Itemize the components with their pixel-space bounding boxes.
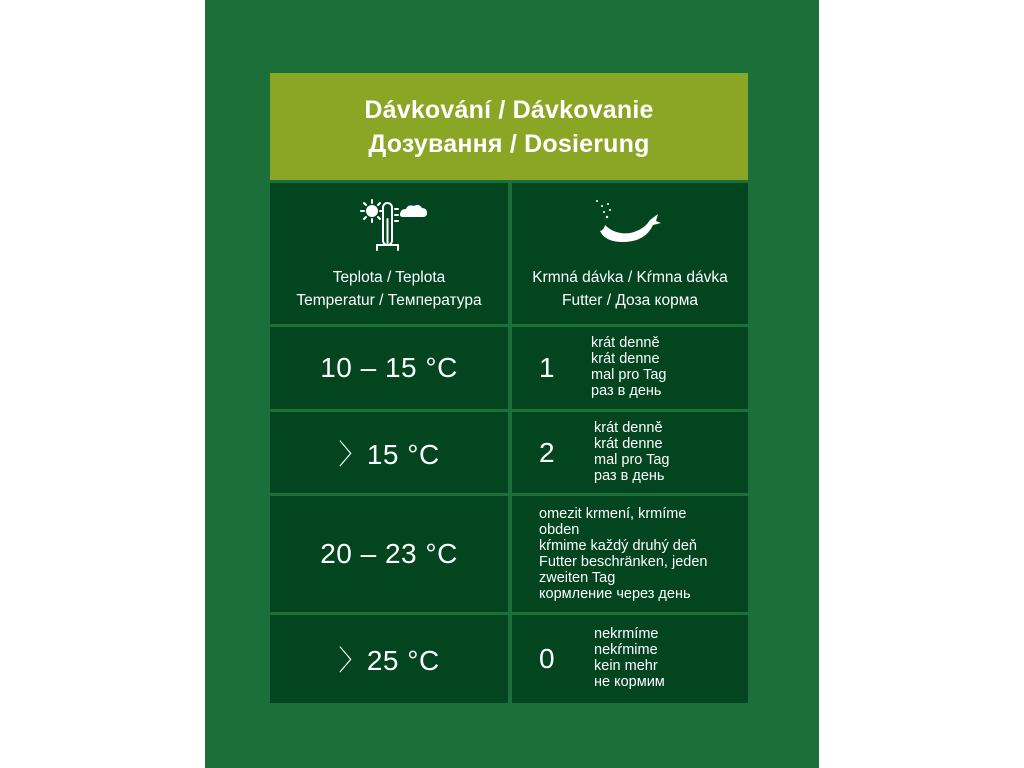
table-row-1-temperature	[270, 327, 508, 409]
temperature-value: 20 – 23 °C	[320, 538, 458, 569]
description-line: kŕmime každý druhý deň	[539, 538, 697, 554]
description-line: не кормим	[594, 674, 665, 690]
description-line: obden	[539, 522, 580, 538]
table-row-3-feed	[512, 496, 748, 612]
description-line: nekrmíme	[594, 626, 659, 642]
description-line: кормление через день	[539, 586, 691, 602]
feeding-count: 2	[539, 436, 555, 468]
temperature-label-2: Temperatur / Температура	[296, 292, 482, 309]
feeding-description	[594, 626, 665, 690]
description-line: krát denně	[594, 420, 663, 436]
description-line: kein mehr	[594, 658, 658, 674]
table-row-4-temperature	[270, 615, 508, 703]
description-line: krát denně	[591, 335, 660, 351]
title-line-1: Dávkování / Dávkovanie	[364, 95, 654, 124]
feeding-count: 1	[539, 352, 555, 383]
description-line: раз в день	[594, 468, 665, 484]
table-row-3-temperature	[270, 496, 508, 612]
description-line: mal pro Tag	[594, 452, 670, 468]
temperature-label-1: Teplota / Teplota	[332, 269, 446, 286]
temperature-value: 〉25 °C	[338, 645, 440, 676]
description-line: nekŕmime	[594, 642, 658, 658]
table-row-2-temperature	[270, 412, 508, 493]
description-line: Futter beschränken, jeden	[539, 554, 708, 570]
header-feed	[512, 183, 748, 324]
description-line: zweiten Tag	[539, 570, 616, 586]
table-row-1-feed	[512, 327, 748, 409]
table-row-2-feed	[512, 412, 748, 493]
dosing-table	[270, 73, 748, 703]
feed-label-2: Futter / Доза корма	[561, 292, 699, 309]
fish-icon	[512, 195, 748, 257]
feeding-count: 0	[539, 643, 555, 674]
description-line: omezit krmení, krmíme	[539, 506, 687, 522]
description-line: krát denne	[594, 436, 663, 452]
thermometer-weather-icon	[270, 195, 508, 257]
header-temperature	[270, 183, 508, 324]
description-line: раз в день	[591, 383, 662, 399]
feed-label-1: Krmná dávka / Kŕmna dávka	[532, 269, 728, 286]
description-line: mal pro Tag	[591, 367, 667, 383]
title-line-2: Дозування / Dosierung	[368, 129, 650, 158]
feeding-description	[539, 506, 707, 602]
feeding-description	[591, 335, 667, 399]
feeding-description	[594, 420, 670, 484]
table-title	[270, 73, 748, 180]
temperature-value: 〉15 °C	[338, 438, 440, 470]
table-row-4-feed	[512, 615, 748, 703]
temperature-value: 10 – 15 °C	[320, 352, 458, 383]
description-line: krát denne	[591, 351, 660, 367]
